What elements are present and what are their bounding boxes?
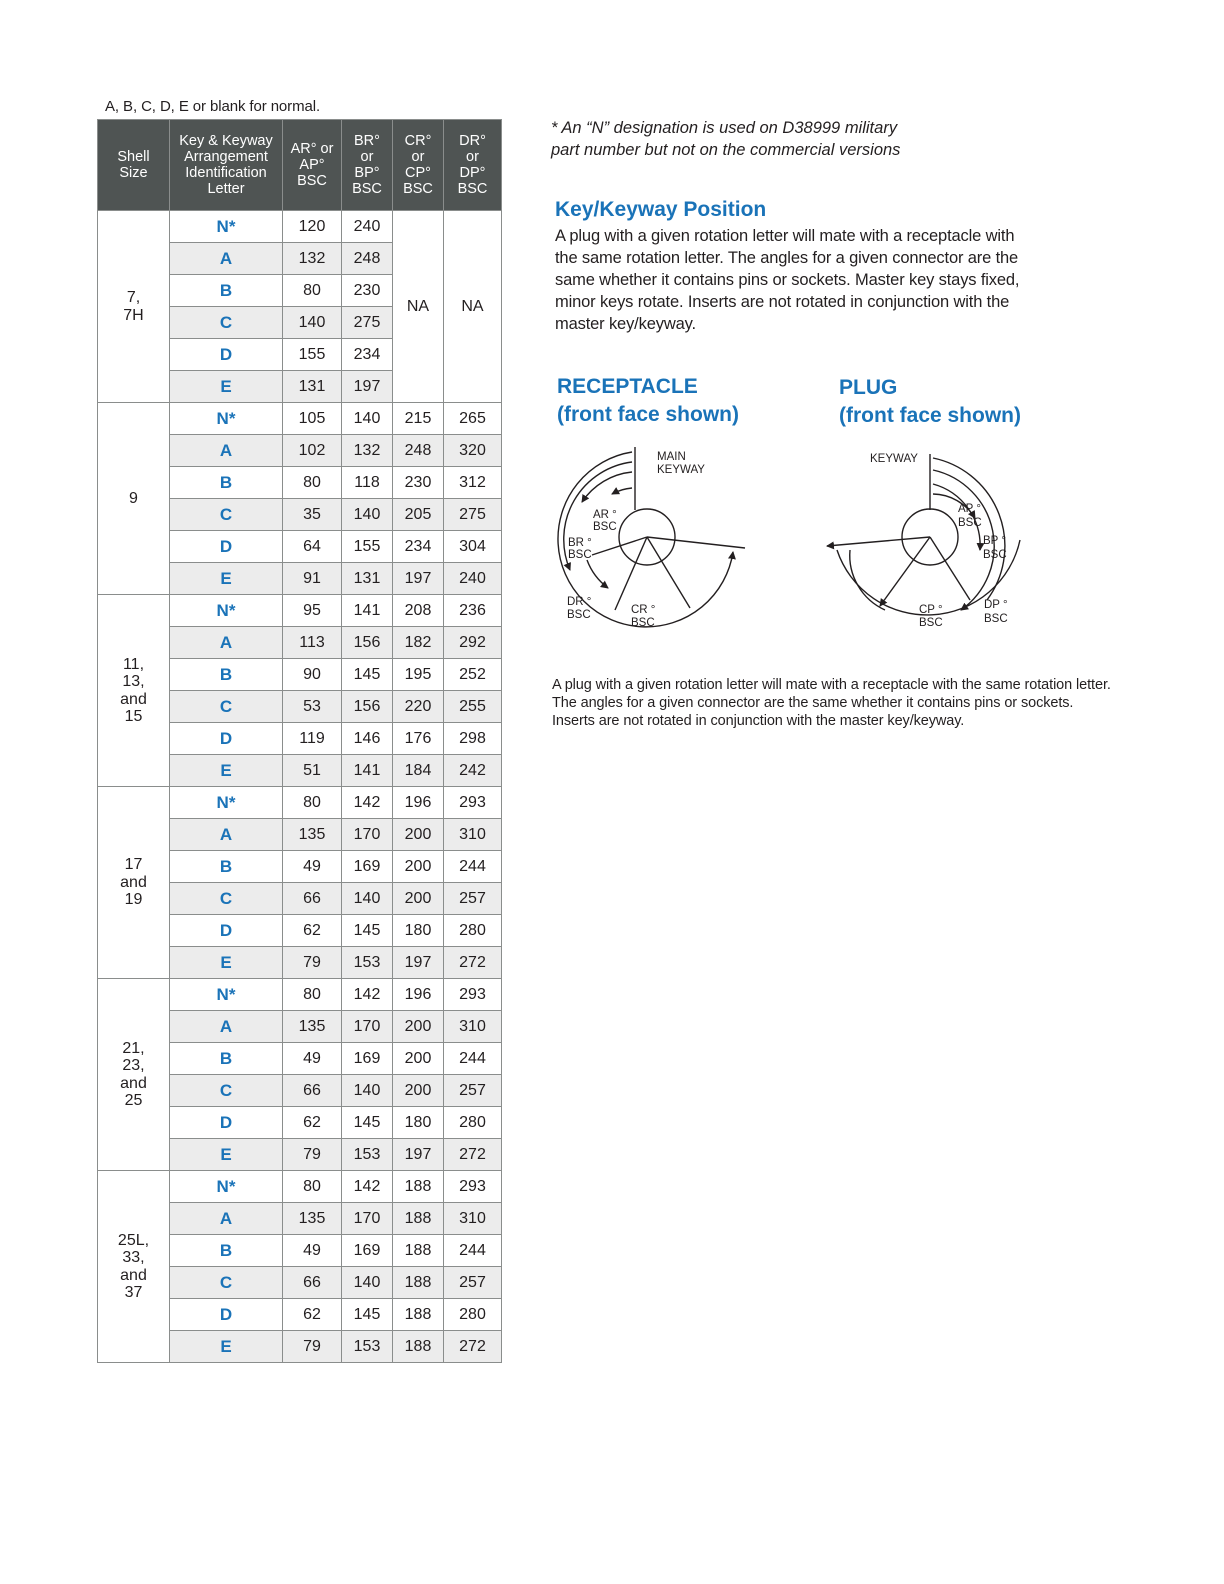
label-cp-bsc: BSC — [919, 617, 943, 629]
table-row — [98, 211, 502, 243]
br-angle-cell: 140 — [342, 1075, 393, 1107]
label-ap-bsc: BSC — [958, 517, 982, 529]
dr-angle-cell: 293 — [444, 787, 502, 819]
dr-angle-cell: 310 — [444, 1203, 502, 1235]
ar-angle-cell: 80 — [283, 787, 342, 819]
ar-angle-cell: 102 — [283, 435, 342, 467]
ar-angle-cell: 64 — [283, 531, 342, 563]
label-keyway: KEYWAY — [657, 464, 705, 476]
dr-angle-cell: 252 — [444, 659, 502, 691]
arrangement-letter-cell: C — [170, 883, 283, 915]
ar-angle-cell: 79 — [283, 947, 342, 979]
br-angle-cell: 141 — [342, 595, 393, 627]
header-shell-size: Shell Size — [98, 120, 170, 211]
receptacle-title — [557, 373, 739, 429]
arrangement-letter-cell: A — [170, 1011, 283, 1043]
key-keyway-description: A plug with a given rotation letter will mate with a receptacle with the same rotation letter. The angles for a given connector are the same whether it contains pins or sockets. Master key stays fixed, minor keys rotate. Inserts are not rotated in conjunction with the master key/keyway. — [555, 227, 1020, 333]
dr-angle-cell: 310 — [444, 1011, 502, 1043]
arrangement-letter-cell: B — [170, 659, 283, 691]
key-line-dr — [647, 537, 745, 548]
ar-angle-cell: 132 — [283, 243, 342, 275]
label-main: MAIN — [657, 451, 686, 463]
arrangement-letter-cell: D — [170, 531, 283, 563]
shell-size-cell: 7, 7H — [98, 211, 170, 403]
br-angle-cell: 248 — [342, 243, 393, 275]
dr-angle-cell: 310 — [444, 819, 502, 851]
dr-angle-cell: 272 — [444, 1139, 502, 1171]
ar-angle-cell: 105 — [283, 403, 342, 435]
ar-angle-cell: 51 — [283, 755, 342, 787]
ar-angle-cell: 155 — [283, 339, 342, 371]
dr-angle-cell: 275 — [444, 499, 502, 531]
cr-angle-cell: 182 — [393, 627, 444, 659]
arrangement-letter-cell: N* — [170, 595, 283, 627]
arrangement-letter-cell: E — [170, 563, 283, 595]
label-ar: AR ° — [593, 509, 617, 521]
ar-angle-cell: 131 — [283, 371, 342, 403]
arrangement-letter-cell: B — [170, 467, 283, 499]
arrangement-letter-cell: C — [170, 307, 283, 339]
key-line-br — [615, 537, 647, 610]
key-line-cp — [880, 537, 930, 606]
dr-angle-cell: 280 — [444, 1107, 502, 1139]
dr-angle-cell: 280 — [444, 1299, 502, 1331]
cr-angle-cell: 200 — [393, 1043, 444, 1075]
cr-angle-cell: 197 — [393, 947, 444, 979]
table-row — [98, 595, 502, 627]
shell-size-cell: 9 — [98, 403, 170, 595]
header-key-arrangement: Key & Keyway Arrangement Identification Letter — [170, 120, 283, 211]
footnote-line: * An “N” designation is used on D38999 military — [551, 119, 898, 137]
ar-angle-cell: 113 — [283, 627, 342, 659]
label-cr-bsc: BSC — [631, 617, 655, 629]
ar-angle-cell: 135 — [283, 819, 342, 851]
label-bp: BP ° — [983, 535, 1006, 547]
br-angle-cell: 155 — [342, 531, 393, 563]
label-dr: DR ° — [567, 596, 592, 608]
dr-angle-cell: 236 — [444, 595, 502, 627]
cr-angle-cell: 188 — [393, 1235, 444, 1267]
br-angle-cell: 156 — [342, 691, 393, 723]
arrangement-letter-cell: N* — [170, 979, 283, 1011]
cr-angle-cell: 188 — [393, 1331, 444, 1363]
dr-angle-cell: 244 — [444, 1043, 502, 1075]
br-angle-cell: 132 — [342, 435, 393, 467]
cr-angle-cell: 176 — [393, 723, 444, 755]
arrangement-letter-cell: D — [170, 1107, 283, 1139]
cr-angle-cell: 200 — [393, 819, 444, 851]
cr-angle-cell: 180 — [393, 915, 444, 947]
cr-angle-cell: 188 — [393, 1267, 444, 1299]
arrangement-letter-cell: D — [170, 723, 283, 755]
br-angle-cell: 169 — [342, 1043, 393, 1075]
arrangement-letter-cell: B — [170, 275, 283, 307]
key-keyway-title: Key/Keyway Position — [555, 198, 767, 221]
dr-na-cell: NA — [444, 211, 502, 403]
cr-angle-cell: 200 — [393, 851, 444, 883]
arrangement-letter-cell: D — [170, 1299, 283, 1331]
dr-angle-cell: 272 — [444, 1331, 502, 1363]
dr-angle-cell: 298 — [444, 723, 502, 755]
label-ar-bsc: BSC — [593, 521, 617, 533]
shell-size-cell: 17 and 19 — [98, 787, 170, 979]
ar-angle-cell: 62 — [283, 1299, 342, 1331]
cr-angle-cell: 196 — [393, 979, 444, 1011]
br-angle-cell: 153 — [342, 947, 393, 979]
dr-angle-cell: 240 — [444, 563, 502, 595]
br-angle-cell: 142 — [342, 1171, 393, 1203]
dr-angle-cell: 242 — [444, 755, 502, 787]
shell-size-cell: 11, 13, and 15 — [98, 595, 170, 787]
ar-angle-cell: 66 — [283, 883, 342, 915]
label-ap: AP ° — [958, 503, 981, 515]
br-angle-cell: 140 — [342, 403, 393, 435]
br-angle-cell: 131 — [342, 563, 393, 595]
ar-angle-cell: 135 — [283, 1011, 342, 1043]
header-ar-ap: AR° or AP° BSC — [283, 120, 342, 211]
plug-heading: PLUG — [839, 376, 898, 399]
table-body — [98, 211, 502, 1363]
receptacle-heading: RECEPTACLE — [557, 375, 698, 398]
label-keyway: KEYWAY — [870, 453, 918, 465]
ar-angle-cell: 80 — [283, 1171, 342, 1203]
table-row — [98, 787, 502, 819]
ar-angle-cell: 80 — [283, 275, 342, 307]
cr-angle-cell: 180 — [393, 1107, 444, 1139]
arrangement-letter-cell: A — [170, 435, 283, 467]
br-angle-cell: 234 — [342, 339, 393, 371]
table-row — [98, 1171, 502, 1203]
arrangement-letter-cell: B — [170, 1043, 283, 1075]
label-br-bsc: BSC — [568, 549, 592, 561]
label-dr-bsc: BSC — [567, 609, 591, 621]
ar-angle-cell: 79 — [283, 1139, 342, 1171]
arrangement-letter-cell: N* — [170, 211, 283, 243]
arrangement-letter-cell: A — [170, 243, 283, 275]
ar-angle-cell: 66 — [283, 1267, 342, 1299]
label-cr: CR ° — [631, 604, 656, 616]
ar-arc — [612, 488, 632, 494]
ar-angle-cell: 35 — [283, 499, 342, 531]
arrangement-letter-cell: C — [170, 499, 283, 531]
label-cp: CP ° — [919, 604, 943, 616]
ar-angle-cell: 120 — [283, 211, 342, 243]
arrangement-letter-cell: D — [170, 339, 283, 371]
key-line-bp — [930, 537, 970, 600]
arrangement-letter-cell: E — [170, 755, 283, 787]
ar-angle-cell: 49 — [283, 851, 342, 883]
header-br-bp: BR° or BP° BSC — [342, 120, 393, 211]
br-angle-cell: 145 — [342, 1299, 393, 1331]
ar-angle-cell: 80 — [283, 979, 342, 1011]
br-angle-cell: 170 — [342, 1203, 393, 1235]
cr-angle-cell: 205 — [393, 499, 444, 531]
label-dp: DP ° — [984, 599, 1008, 611]
plug-title — [839, 374, 1021, 430]
table-row — [98, 403, 502, 435]
dr-angle-cell: 280 — [444, 915, 502, 947]
br-angle-cell: 146 — [342, 723, 393, 755]
arrangement-letter-cell: A — [170, 1203, 283, 1235]
table-row — [98, 979, 502, 1011]
ar-angle-cell: 90 — [283, 659, 342, 691]
dr-angle-cell: 320 — [444, 435, 502, 467]
arrangement-letter-cell: C — [170, 691, 283, 723]
dr-angle-cell: 272 — [444, 947, 502, 979]
header-cr-cp: CR° or CP° BSC — [393, 120, 444, 211]
dr-angle-cell: 312 — [444, 467, 502, 499]
cr-angle-cell: 188 — [393, 1171, 444, 1203]
shell-size-cell: 21, 23, and 25 — [98, 979, 170, 1171]
cr-angle-cell: 197 — [393, 563, 444, 595]
arrangement-letter-cell: E — [170, 1331, 283, 1363]
ar-angle-cell: 49 — [283, 1235, 342, 1267]
header-dr-dp: DR° or DP° BSC — [444, 120, 502, 211]
cr-angle-cell: 200 — [393, 883, 444, 915]
br-angle-cell: 142 — [342, 787, 393, 819]
plug-subtitle: (front face shown) — [839, 404, 1021, 427]
dr-angle-cell: 265 — [444, 403, 502, 435]
br-angle-cell: 153 — [342, 1139, 393, 1171]
cr-angle-cell: 248 — [393, 435, 444, 467]
cr-angle-cell: 197 — [393, 1139, 444, 1171]
br-angle-cell: 170 — [342, 819, 393, 851]
receptacle-diagram — [540, 440, 755, 640]
br-angle-cell: 169 — [342, 851, 393, 883]
ar-angle-cell: 91 — [283, 563, 342, 595]
dr-angle-cell: 257 — [444, 1075, 502, 1107]
arrangement-letter-cell: E — [170, 1139, 283, 1171]
shell-size-cell: 25L, 33, and 37 — [98, 1171, 170, 1363]
arrangement-letter-cell: C — [170, 1267, 283, 1299]
br-angle-cell: 142 — [342, 979, 393, 1011]
cr-angle-cell: 230 — [393, 467, 444, 499]
dr-angle-cell: 257 — [444, 883, 502, 915]
label-bp-bsc: BSC — [983, 549, 1007, 561]
br-angle-cell: 156 — [342, 627, 393, 659]
ar-angle-cell: 79 — [283, 1331, 342, 1363]
br-angle-cell: 118 — [342, 467, 393, 499]
dr-angle-cell: 292 — [444, 627, 502, 659]
br-angle-cell: 169 — [342, 1235, 393, 1267]
dr-angle-cell: 244 — [444, 851, 502, 883]
ar-angle-cell: 140 — [283, 307, 342, 339]
arrangement-letter-cell: E — [170, 371, 283, 403]
cr-angle-cell: 195 — [393, 659, 444, 691]
ar-angle-cell: 53 — [283, 691, 342, 723]
arrangement-letter-cell: A — [170, 627, 283, 659]
dr-angle-cell: 257 — [444, 1267, 502, 1299]
bottom-note: A plug with a given rotation letter will mate with a receptacle with the same rotation letter. The angles for a given connector are the same whether it contains pins or sockets. Inserts are not rotated in conjunction with the master key/keyway. — [552, 677, 1111, 729]
br-angle-cell: 141 — [342, 755, 393, 787]
ar-angle-cell: 135 — [283, 1203, 342, 1235]
cr-angle-cell: 200 — [393, 1075, 444, 1107]
ar-angle-cell: 119 — [283, 723, 342, 755]
ar-angle-cell: 80 — [283, 467, 342, 499]
cr-arc — [587, 560, 608, 588]
br-angle-cell: 240 — [342, 211, 393, 243]
ar-angle-cell: 62 — [283, 1107, 342, 1139]
dr-angle-cell: 244 — [444, 1235, 502, 1267]
outer-arc-left — [850, 550, 885, 610]
arrangement-letter-cell: N* — [170, 403, 283, 435]
cr-angle-cell: 208 — [393, 595, 444, 627]
cr-angle-cell: 196 — [393, 787, 444, 819]
arrangement-letter-cell: N* — [170, 787, 283, 819]
cr-angle-cell: 234 — [393, 531, 444, 563]
cr-angle-cell: 215 — [393, 403, 444, 435]
br-angle-cell: 145 — [342, 659, 393, 691]
arrangement-letter-cell: N* — [170, 1171, 283, 1203]
receptacle-subtitle: (front face shown) — [557, 403, 739, 426]
footnote-line: part number but not on the commercial versions — [551, 141, 901, 159]
key-line-cr — [647, 537, 690, 608]
br-angle-cell: 153 — [342, 1331, 393, 1363]
ar-angle-cell: 49 — [283, 1043, 342, 1075]
label-br: BR ° — [568, 537, 592, 549]
arrangement-letter-cell: C — [170, 1075, 283, 1107]
br-angle-cell: 140 — [342, 883, 393, 915]
cr-na-cell: NA — [393, 211, 444, 403]
ar-angle-cell: 95 — [283, 595, 342, 627]
br-angle-cell: 140 — [342, 499, 393, 531]
cr-angle-cell: 220 — [393, 691, 444, 723]
arrangement-letter-cell: B — [170, 851, 283, 883]
br-angle-cell: 197 — [342, 371, 393, 403]
br-angle-cell: 230 — [342, 275, 393, 307]
label-dp-bsc: BSC — [984, 613, 1008, 625]
br-angle-cell: 140 — [342, 1267, 393, 1299]
br-angle-cell: 275 — [342, 307, 393, 339]
arrangement-letter-cell: E — [170, 947, 283, 979]
br-angle-cell: 145 — [342, 915, 393, 947]
intro-note: A, B, C, D, E or blank for normal. — [105, 98, 321, 115]
key-line-dp — [827, 537, 930, 546]
arrangement-letter-cell: A — [170, 819, 283, 851]
plug-diagram — [815, 440, 1035, 640]
dr-angle-cell: 293 — [444, 1171, 502, 1203]
key-arrangement-table — [97, 119, 502, 1363]
cr-angle-cell: 184 — [393, 755, 444, 787]
dr-angle-cell: 293 — [444, 979, 502, 1011]
arrangement-letter-cell: D — [170, 915, 283, 947]
ar-arc-outer — [582, 472, 632, 502]
dp-arc — [933, 458, 1005, 600]
ar-angle-cell: 66 — [283, 1075, 342, 1107]
cr-angle-cell: 188 — [393, 1299, 444, 1331]
ar-angle-cell: 62 — [283, 915, 342, 947]
dr-angle-cell: 304 — [444, 531, 502, 563]
br-angle-cell: 145 — [342, 1107, 393, 1139]
br-angle-cell: 170 — [342, 1011, 393, 1043]
dr-angle-cell: 255 — [444, 691, 502, 723]
footnote — [551, 117, 900, 161]
cr-angle-cell: 200 — [393, 1011, 444, 1043]
arrangement-letter-cell: B — [170, 1235, 283, 1267]
cr-angle-cell: 188 — [393, 1203, 444, 1235]
table-header-row — [98, 120, 502, 211]
